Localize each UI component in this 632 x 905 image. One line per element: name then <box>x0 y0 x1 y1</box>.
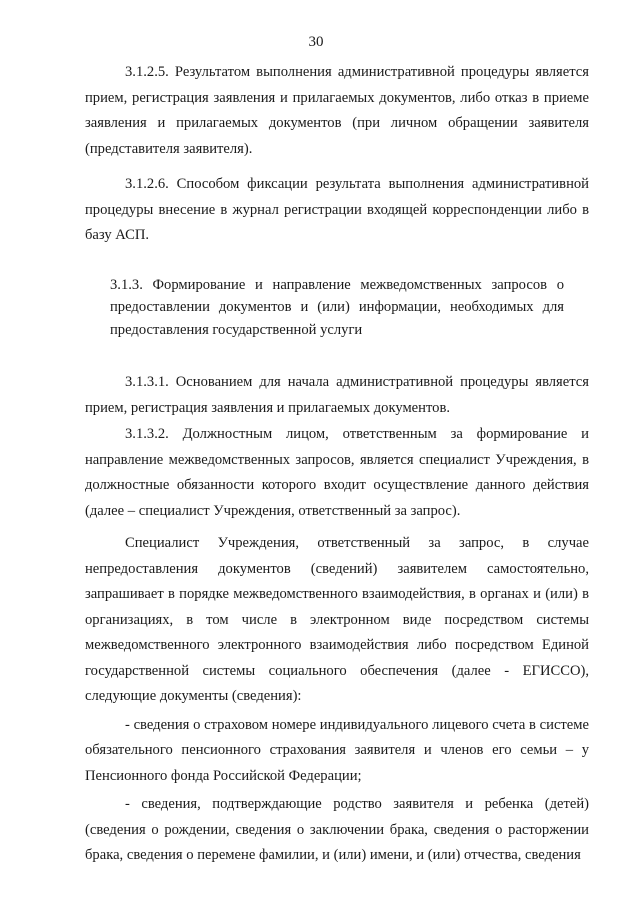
paragraph-3-1-3-1: 3.1.3.1. Основанием для начала административной процедуры является прием, регистрация заявления и прилагаемых документов. <box>85 374 589 416</box>
paragraph-specialist-requests: Специалист Учреждения, ответственный за запрос, в случае непредоставления документов (сведений) заявителем самостоятельно, запрашивает в порядке межведомственного взаимодействия, в органах и (или) в организациях, в том числе в электронном виде посредством системы межведомственного электронного взаимодействия либо посредством Единой государственной системы социального обеспечения (далее - ЕГИССО), следующие документы (сведения): <box>85 535 589 704</box>
list-item-kinship: - сведения, подтверждающие родство заявителя и ребенка (детей) (сведения о рождении, сведения о заключении брака, сведения о расторжении брака, сведения о перемене фамилии, и (или) имени, и (или) отчества, сведения <box>85 796 589 863</box>
list-item-snils: - сведения о страховом номере индивидуального лицевого счета в системе обязательного пенсионного страхования заявителя и членов его семьи – у Пенсионного фонда Российской Федерации; <box>85 716 589 784</box>
document-body <box>85 60 589 869</box>
paragraph-3-1-2-5: 3.1.2.5. Результатом выполнения административной процедуры является прием, регистрация заявления и прилагаемых документов, либо отказ в приеме заявления и прилагаемых документов (при личном обращении заявителя (представителя заявителя). <box>85 64 589 157</box>
page-number: 30 <box>308 34 324 50</box>
paragraph-3-1-3-2: 3.1.3.2. Должностным лицом, ответственным за формирование и направление межведомственных запросов, является специалист Учреждения, в должностные обязанности которого входит осуществление данного действия (далее – специалист Учреждения, ответственный за запрос). <box>85 426 589 519</box>
paragraph-3-1-2-6: 3.1.2.6. Способом фиксации результата выполнения административной процедуры внесение в журнал регистрации входящей корреспонденции либо в базу АСП. <box>85 176 589 243</box>
section-heading-3-1-3: 3.1.3. Формирование и направление межведомственных запросов о предоставлении документов и (или) информации, необходимых для предоставления государственной услуги <box>110 276 564 338</box>
